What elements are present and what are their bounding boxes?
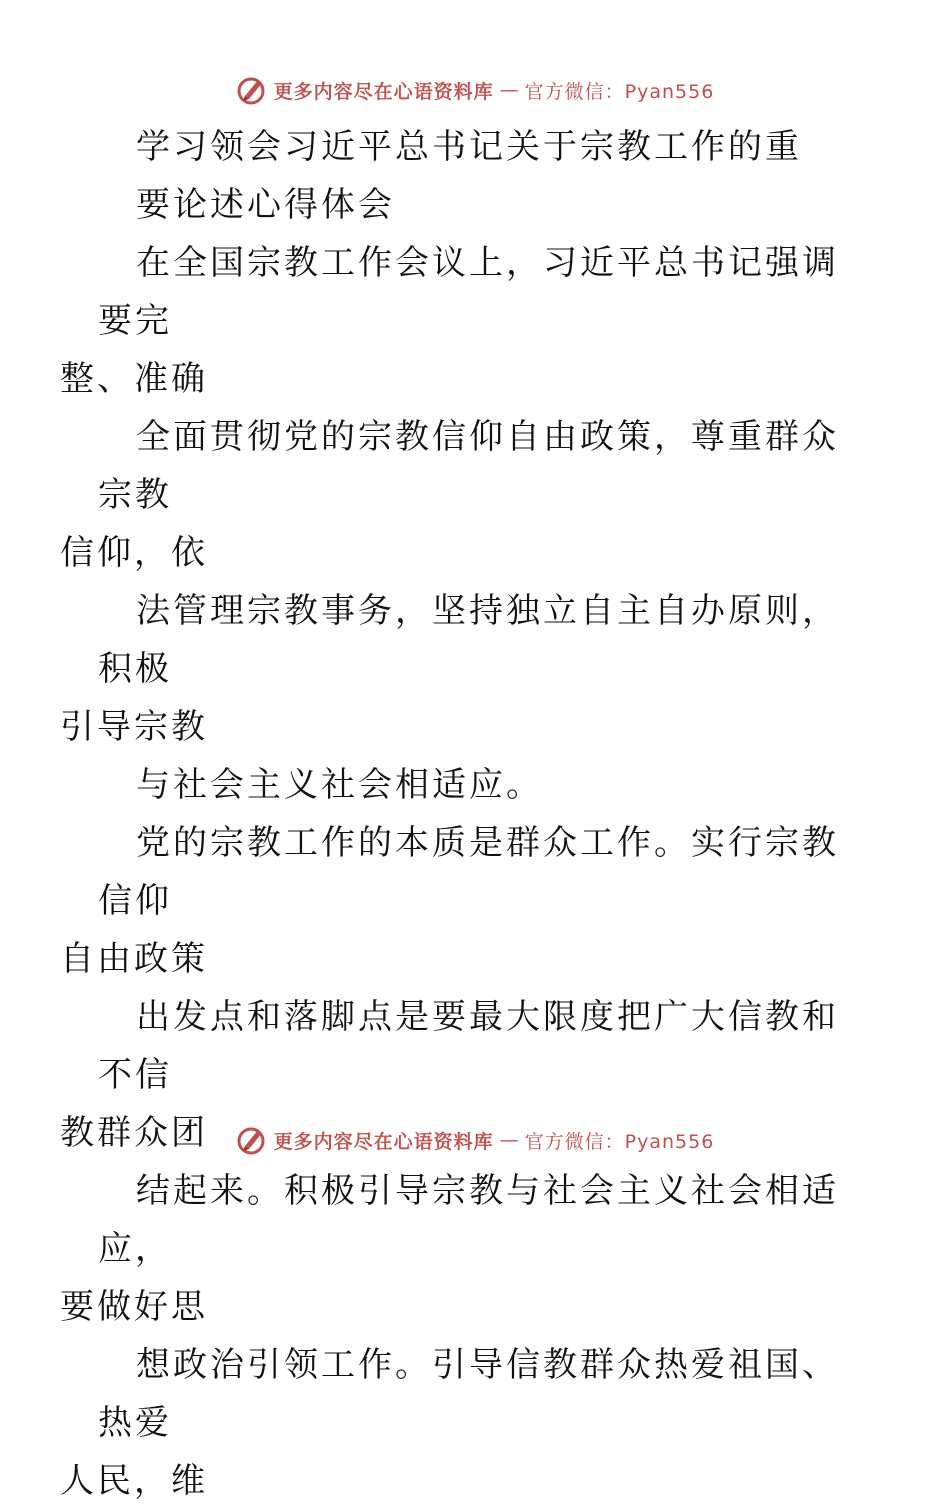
header-separator: — [499, 79, 519, 101]
paragraph-7 [60, 1162, 858, 1336]
paragraph-line: 想政治引领工作。引导信教群众热爱祖国、热爱 [98, 1345, 839, 1443]
footer-banner [0, 1120, 950, 1160]
paragraph-line: 法管理宗教事务，坚持独立自主自办原则，积极 [98, 591, 839, 689]
footer-contact-text: 官方微信：Pyan556 [524, 1130, 715, 1153]
paragraph-4 [98, 756, 858, 814]
header-banner [0, 70, 950, 110]
paragraph-line: 与社会主义社会相适应。 [136, 765, 543, 805]
document-title [98, 118, 858, 234]
pen-logo-icon [236, 74, 268, 106]
paragraph-line: 出发点和落脚点是要最大限度把广大信教和不信 [98, 997, 839, 1095]
paragraph-8 [60, 1336, 858, 1510]
paragraph-wrap: 要做好思 [60, 1287, 208, 1327]
paragraph-line: 在全国宗教工作会议上，习近平总书记强调要完 [98, 243, 839, 341]
paragraph-1 [60, 234, 858, 408]
paragraph-5 [60, 814, 858, 988]
paragraph-line: 全面贯彻党的宗教信仰自由政策，尊重群众宗教 [98, 417, 839, 515]
paragraph-wrap: 自由政策 [60, 939, 208, 979]
document-body [60, 118, 858, 1510]
header-brand-text: 更多内容尽在心语资料库 [273, 80, 494, 103]
header-contact-text: 官方微信：Pyan556 [524, 80, 715, 103]
title-line-1: 学习领会习近平总书记关于宗教工作的重 [136, 127, 802, 167]
paragraph-2 [60, 408, 858, 582]
paragraph-wrap: 引导宗教 [60, 707, 208, 747]
footer-brand-text: 更多内容尽在心语资料库 [273, 1130, 494, 1153]
title-line-2: 要论述心得体会 [136, 185, 395, 225]
paragraph-line: 结起来。积极引导宗教与社会主义社会相适应， [98, 1171, 839, 1269]
paragraph-wrap: 人民，维 [60, 1461, 208, 1501]
paragraph-wrap: 教群众团 [60, 1113, 208, 1153]
paragraph-wrap: 整、准确 [60, 359, 208, 399]
paragraph-line: 党的宗教工作的本质是群众工作。实行宗教信仰 [98, 823, 839, 921]
paragraph-wrap: 信仰，依 [60, 533, 208, 573]
pen-logo-icon [236, 1124, 268, 1156]
paragraph-3 [60, 582, 858, 756]
footer-separator: — [499, 1129, 519, 1151]
